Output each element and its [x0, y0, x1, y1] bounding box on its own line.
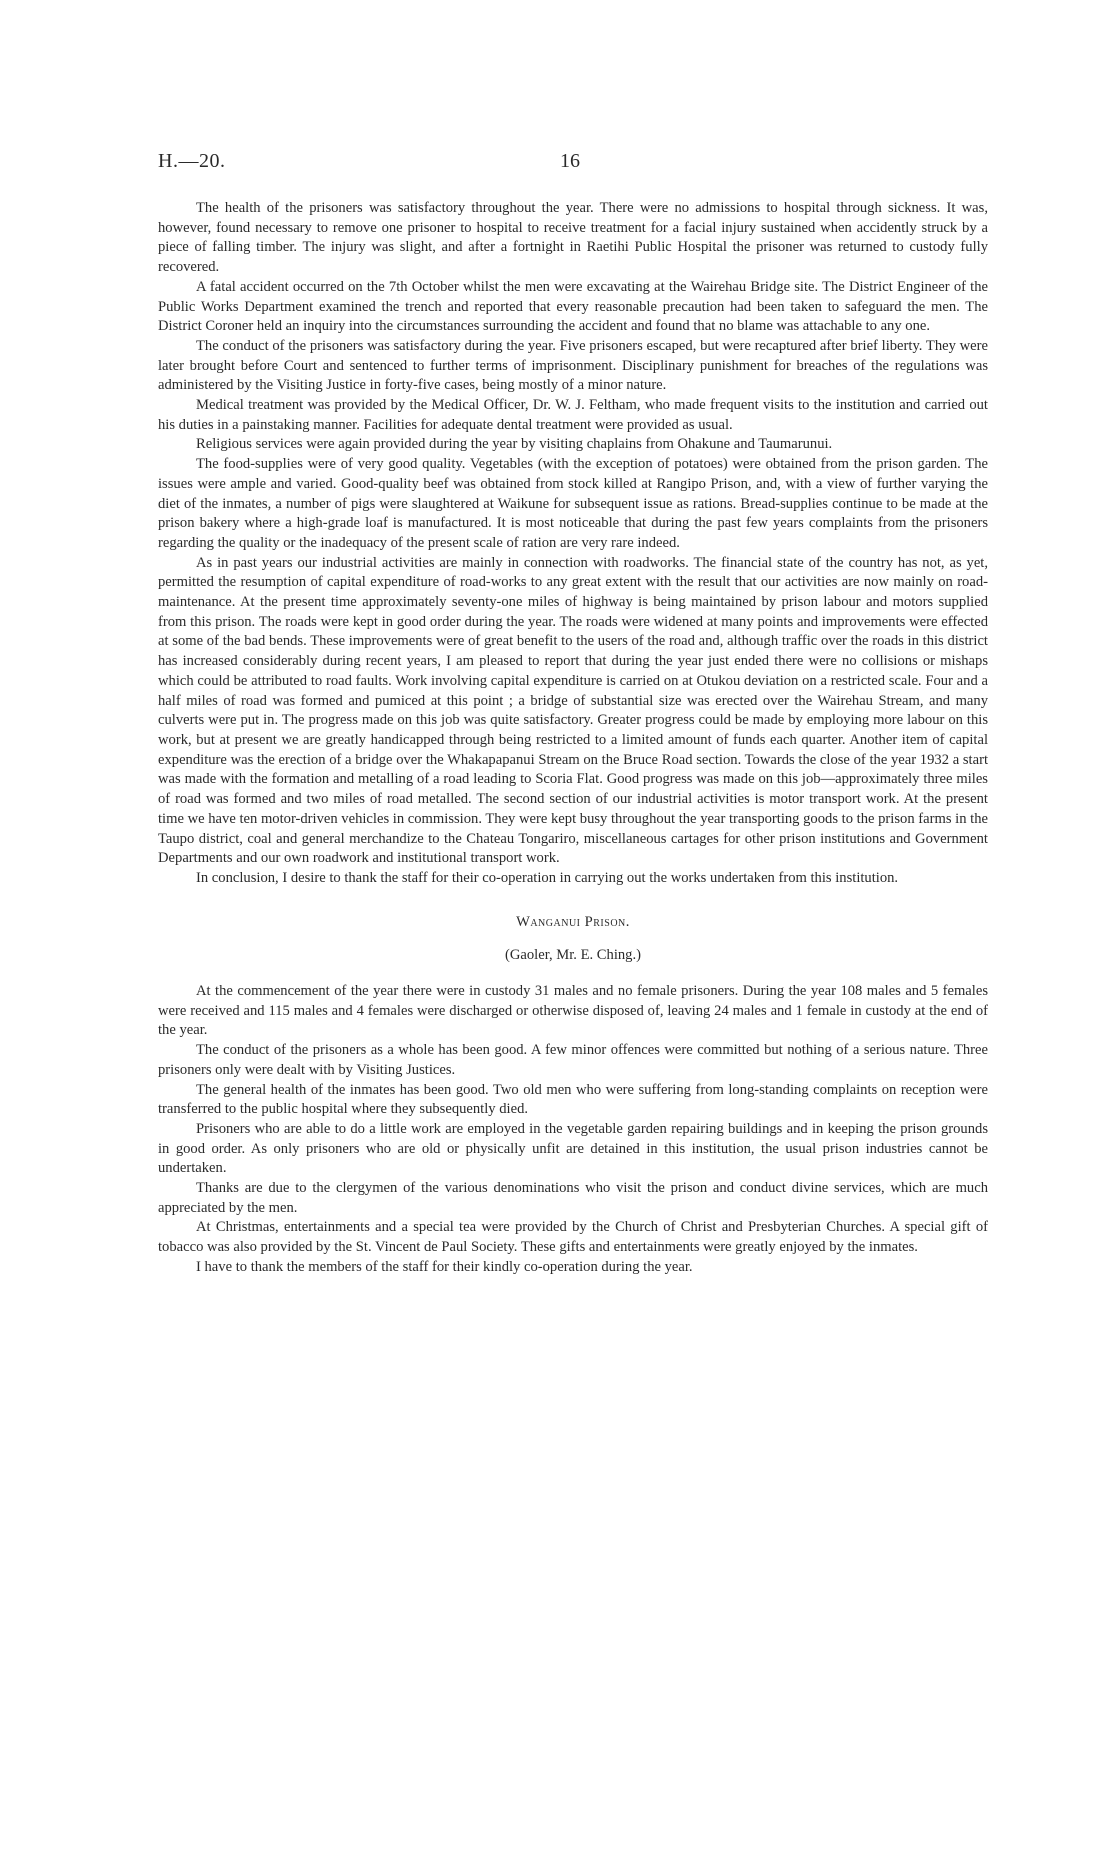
paragraph-fatal-accident: A fatal accident occurred on the 7th October whilst the men were excavating at the Wairehau Bridge site. The District Engineer of the Public Works Department examined the trench and reported that every reasonable precaution had been taken to safeguard the men. The District Coroner held an inquiry into the circumstances surrounding the accident and found that no blame was attachable to any one.: [158, 278, 988, 335]
report-body: [158, 199, 988, 1278]
paragraph-religious: Religious services were again provided during the year by visiting chaplains from Ohakune and Taumarunui.: [196, 436, 833, 453]
paragraph-wanganui-conduct: The conduct of the prisoners as a whole has been good. A few minor offences were committed but nothing of a serious nature. Three prisoners only were dealt with by Visiting Justices.: [158, 1042, 988, 1078]
paragraph-food: The food-supplies were of very good quality. Vegetables (with the exception of potatoes) were obtained from the prison garden. The issues were ample and varied. Good-quality beef was obtained from stock killed at Rangipo Prison, and, with a view of further varying the diet of the inmates, a number of pigs were slaughtered at Waikune for subsequent issue as rations. Bread-supplies continue to be made at the prison bakery where a high-grade loaf is manufactured. It is most noticeable that during the past few years complaints from the prisoners regarding the quality or the inadequacy of the present scale of ration are very rare indeed.: [158, 456, 988, 551]
paragraph-wanganui-health: The general health of the inmates has been good. Two old men who were suffering from long-standing complaints on reception were transferred to the public hospital where they subsequently died.: [158, 1081, 988, 1118]
paragraph-wanganui-christmas: At Christmas, entertainments and a special tea were provided by the Church of Christ and Presbyterian Churches. A special gift of tobacco was also provided by the St. Vincent de Paul Society. These gifts and entertainments were greatly enjoyed by the inmates.: [158, 1219, 988, 1256]
paragraph-conclusion: In conclusion, I desire to thank the staff for their co-operation in carrying out the works undertaken from this institution.: [196, 869, 899, 886]
section-title-wanganui: Wanganui Prison.: [516, 913, 630, 930]
paragraph-industrial: As in past years our industrial activities are mainly in connection with roadworks. The financial state of the country has not, as yet, permitted the resumption of capital expenditure of road-works to any great extent with the result that our activities are now mainly on road-maintenance. At the present time approximately seventy-one miles of highway is being maintained by prison labour and motors supplied from this prison. The roads were kept in good order during the year. The roads were widened at many points and improvements were effected at some of the bad bends. These improvements were of great benefit to the users of the road and, although traffic over the roads in this district has increased considerably during recent years, I am pleased to report that during the year just ended there were no collisions or mishaps which could be attributed to road faults. Work involving capital expenditure is carried on at Otukou deviation on a restricted scale. Four and a half miles of road was formed and pumiced at this point ; a bridge of substantial size was erected over the Wairehau Stream, and many culverts were put in. The progress made on this job was quite satisfactory. Greater progress could be made by employing more labour on this work, but at present we are greatly handicapped through being restricted to a limited amount of funds each quarter. Another item of capital expenditure was the erection of a bridge over the Whakapapanui Stream on the Bruce Road section. Towards the close of the year 1932 a start was made with the formation and metalling of a road leading to Scoria Flat. Good progress was made on this job—approximately three miles of road was formed and two miles of road metalled. The second section of our industrial activities is motor transport work. At the present time we have ten motor-driven vehicles in commission. They were kept busy throughout the year transporting goods to the prison farms in the Taupo district, coal and general merchandize to the Chateau Tongariro, miscellaneous cartages for other prison institutions and Government Departments and our own roadwork and institutional transport work.: [158, 554, 988, 867]
paragraph-custody: At the commencement of the year there were in custody 31 males and no female prisoners. During the year 108 males and 5 females were received and 115 males and 4 females were discharged or otherwise disposed of, leaving 24 males and 1 female in custody at the end of the year.: [158, 983, 988, 1039]
paragraph-wanganui-thanks: I have to thank the members of the staff for their kindly co-operation during the year.: [196, 1258, 693, 1275]
section-subtitle-gaoler: (Gaoler, Mr. E. Ching.): [504, 947, 641, 964]
page-number: 16: [560, 150, 580, 172]
report-reference: H.—20.: [158, 150, 226, 172]
paragraph-medical: Medical treatment was provided by the Medical Officer, Dr. W. J. Feltham, who made frequent visits to the institution and carried out his duties in a painstaking manner. Facilities for adequate dental treatment were provided as usual.: [158, 397, 988, 433]
paragraph-wanganui-clergy: Thanks are due to the clergymen of the various denominations who visit the prison and conduct divine services, which are much appreciated by the men.: [158, 1180, 988, 1216]
paragraph-wanganui-work: Prisoners who are able to do a little work are employed in the vegetable garden repairing buildings and in keeping the prison grounds in good order. As only prisoners who are old or physically unfit are detained in this institution, the usual prison industries cannot be undertaken.: [158, 1120, 988, 1177]
paragraph-conduct: The conduct of the prisoners was satisfactory during the year. Five prisoners escaped, but were recaptured after brief liberty. They were later brought before Court and sentenced to further terms of imprisonment. Disciplinary punishment for breaches of the regulations was administered by the Visiting Justice in forty-five cases, being mostly of a minor nature.: [158, 337, 988, 394]
paragraph-health: The health of the prisoners was satisfactory throughout the year. There were no admissions to hospital through sickness. It was, however, found necessary to remove one prisoner to hospital to receive treatment for a facial injury sustained when accidently struck by a piece of falling timber. The injury was slight, and after a fortnight in Raetihi Public Hospital the prisoner was returned to custody fully recovered.: [158, 200, 988, 276]
